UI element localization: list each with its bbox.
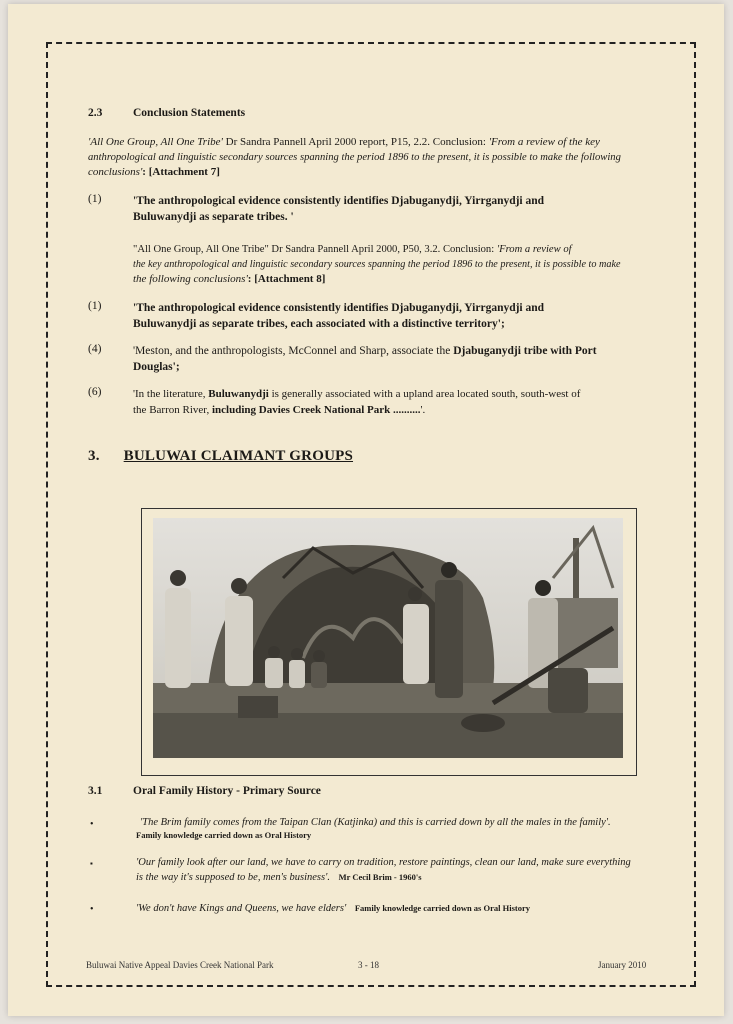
paragraph-line: "All One Group, All One Tribe" Dr Sandra Pannell April 2000, P50, 3.2. Conclusion: 'From a review of	[133, 244, 572, 255]
paragraph-line: the following conclusions': [Attachment 8]	[133, 273, 326, 285]
item-number: (1)	[88, 300, 102, 312]
section-number: 2.3	[88, 107, 103, 119]
item-number: (4)	[88, 343, 102, 355]
photo-frame	[141, 508, 637, 776]
historic-photo	[153, 518, 623, 758]
quote-text: Buluwanydji as separate tribes. '	[133, 211, 294, 223]
bullet-marker: •	[90, 904, 94, 915]
section-title: Oral Family History - Primary Source	[133, 785, 321, 797]
item-number: (6)	[88, 386, 102, 398]
paragraph-line: anthropological and linguistic secondary sources spanning the period 1896 to the present, it is possible to make the following	[88, 152, 621, 163]
document-page	[8, 4, 724, 1016]
paragraph-line: conclusions': [Attachment 7]	[88, 166, 220, 178]
footer-left: Buluwai Native Appeal Davies Creek National Park	[86, 960, 274, 970]
bullet-quote: is the way it's supposed to be, men's business'. Mr Cecil Brim - 1960's	[136, 872, 422, 883]
section-number: 3.1	[88, 785, 103, 797]
quote-text: 'Meston, and the anthropologists, McConnel and Sharp, associate the Djabuganydji tribe with Port	[133, 345, 597, 357]
quote-text: 'The anthropological evidence consistently identifies Djabuganydji, Yirrganydji and	[133, 195, 545, 207]
quote-text: 'The anthropological evidence consistently identifies Djabuganydji, Yirrganydji and	[133, 302, 545, 314]
quote-text: Buluwanydji as separate tribes, each associated with a distinctive territory';	[133, 318, 505, 330]
paragraph-line: 'All One Group, All One Tribe' Dr Sandra Pannell April 2000 report, P15, 2.2. Conclusion: 'From a review of the key	[88, 136, 600, 148]
bullet-quote: 'The Brim family comes from the Taipan Clan (Katjinka) and this is carried down by all the males in the family'.	[140, 817, 611, 828]
section-heading: 3. BULUWAI CLAIMANT GROUPS	[88, 448, 354, 464]
paragraph-line: the key anthropological and linguistic secondary sources spanning the period 1896 to the present, it is possible to make	[133, 259, 621, 270]
bullet-quote: 'We don't have Kings and Queens, we have elders' Family knowledge carried down as Oral History	[136, 903, 530, 914]
footer-date: January 2010	[598, 960, 647, 970]
bullet-marker: •	[90, 819, 94, 830]
quote-text: 'In the literature, Buluwanydji is generally associated with a upland area located south, south-west of	[133, 388, 581, 400]
quote-text: Douglas';	[133, 361, 180, 373]
quote-text: the Barron River, including Davies Creek National Park ..........'.	[133, 404, 426, 416]
bullet-marker: ▪	[90, 859, 93, 868]
photo-illustration	[153, 518, 623, 758]
bullet-note: Family knowledge carried down as Oral History	[136, 830, 312, 840]
item-number: (1)	[88, 193, 102, 205]
bullet-quote: 'Our family look after our land, we have to carry on tradition, restore paintings, clean our land, make sure everything	[136, 857, 631, 868]
section-title: Conclusion Statements	[133, 107, 246, 119]
page-number: 3 - 18	[358, 960, 379, 970]
